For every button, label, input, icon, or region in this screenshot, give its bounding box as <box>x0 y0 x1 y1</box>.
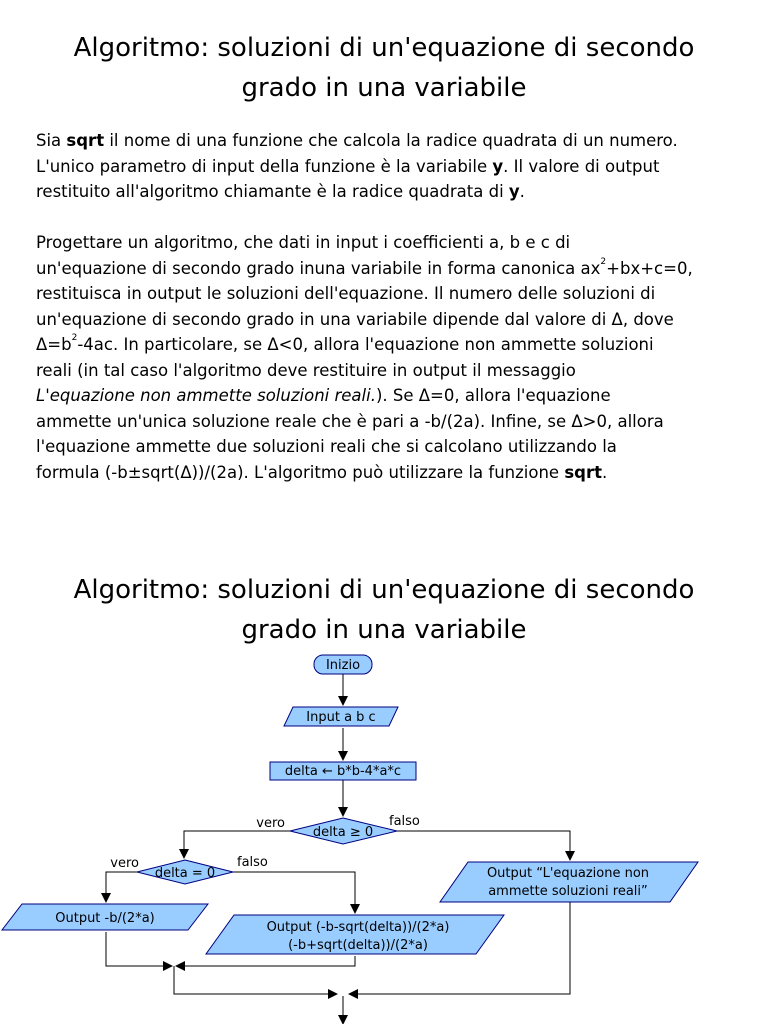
output-none-node <box>440 862 698 902</box>
keyword-y: y <box>492 156 504 176</box>
text-span: restituito all'algoritmo chiamante è la radice quadrata di <box>36 182 509 201</box>
arrow-single-merge <box>106 932 172 966</box>
text-span: ). Se Δ=0, allora l'equazione <box>375 386 611 405</box>
assign-label: delta ← b*b-4*a*c <box>284 764 402 779</box>
arrow-cond2-true <box>106 872 137 902</box>
text-span: Sia <box>36 131 67 150</box>
arrow-cond1-true <box>184 831 290 858</box>
cond1-false-label: falso <box>389 814 420 829</box>
output-double-label-1: Output (-b-sqrt(delta))/(2*a) <box>266 920 450 935</box>
start-node <box>314 655 372 674</box>
slide1-title-line1: Algoritmo: soluzioni di un'equazione di secondo <box>73 33 695 63</box>
arrow-double-merge <box>176 956 355 966</box>
para1-line3 <box>36 179 736 205</box>
para2-line6: reali (in tal caso l'algoritmo deve restituire in output il messaggio <box>36 360 576 380</box>
cond2-label: delta = 0 <box>154 866 216 881</box>
slide2-title-line1: Algoritmo: soluzioni di un'equazione di secondo <box>73 575 695 605</box>
cond2-node <box>110 855 268 884</box>
italic-message: L'equazione non ammette soluzioni reali. <box>36 386 376 405</box>
output-double-label-2: (-b+sqrt(delta))/(2*a) <box>288 938 428 953</box>
slide1-title <box>0 28 768 108</box>
keyword-y: y <box>508 182 520 201</box>
arrow-cond1-false <box>397 831 570 860</box>
text-span: formula (-b±sqrt(Δ))/(2a). L'algoritmo può utilizzare la funzione <box>36 462 565 482</box>
cond2-true-label: vero <box>110 856 139 871</box>
para2-line5 <box>36 332 736 358</box>
flowchart-diagram <box>0 650 768 1024</box>
assign-node <box>270 762 416 780</box>
text-span: . Il valore di output <box>503 156 660 176</box>
problem-paragraph <box>36 230 736 485</box>
output-none-label-1: Output “L'equazione non <box>486 866 650 881</box>
cond1-true-label: vero <box>256 816 285 831</box>
para1-line2 <box>36 154 736 180</box>
superscript: 2 <box>600 256 607 267</box>
cond1-node <box>256 814 420 844</box>
superscript: 2 <box>71 333 78 343</box>
para2-line1: Progettare un algoritmo, che dati in input i coefficienti a, b e c di <box>36 233 571 252</box>
cond2-false-label: falso <box>237 855 268 870</box>
text-span: . <box>519 182 525 201</box>
output-single-node <box>2 904 208 930</box>
para2-line4: un'equazione di secondo grado in una variabile dipende dal valore di Δ, dove <box>36 309 674 329</box>
output-none-label-2: ammette soluzioni reali” <box>488 884 648 899</box>
start-label: Inizio <box>325 658 361 673</box>
text-span: -4ac. In particolare, se Δ<0, allora l'equazione non ammette soluzioni <box>77 335 654 354</box>
keyword-sqrt: sqrt <box>66 131 105 150</box>
slide2-title <box>0 570 768 650</box>
para2-line2 <box>36 256 736 282</box>
arrow-merge-final <box>174 966 337 994</box>
keyword-sqrt: sqrt <box>564 462 602 482</box>
input-label: Input a b c <box>306 710 376 725</box>
para2-line9: l'equazione ammette due soluzioni reali che si calcolano utilizzando la <box>36 437 617 456</box>
text-span: L'unico parametro di input della funzione è la variabile <box>36 156 493 176</box>
text-span: +bx+c=0, <box>606 258 693 278</box>
arrow-cond2-false <box>233 872 355 913</box>
para2-line8: ammette un'unica soluzione reale che è pari a -b/(2a). Infine, se Δ>0, allora <box>36 411 664 431</box>
definition-paragraph <box>36 128 736 205</box>
text-span: Δ=b <box>36 335 72 354</box>
slide1-title-line2: grado in una variabile <box>241 73 527 103</box>
output-single-label: Output -b/(2*a) <box>55 911 155 926</box>
para2-line7 <box>36 383 736 409</box>
text-span: il nome di una funzione che calcola la radice quadrata di un numero. <box>104 131 678 150</box>
slide2-title-line2: grado in una variabile <box>241 615 527 645</box>
input-node <box>284 707 398 726</box>
cond1-label: delta ≥ 0 <box>312 825 374 840</box>
para1-line1 <box>36 128 736 154</box>
para2-line10 <box>36 460 736 486</box>
para2-line3: restituisca in output le soluzioni dell'equazione. Il numero delle soluzioni di <box>36 284 656 303</box>
text-span: un'equazione di secondo grado inuna variabile in forma canonica ax <box>36 258 601 278</box>
output-double-node <box>206 915 504 954</box>
text-span: . <box>602 462 608 482</box>
